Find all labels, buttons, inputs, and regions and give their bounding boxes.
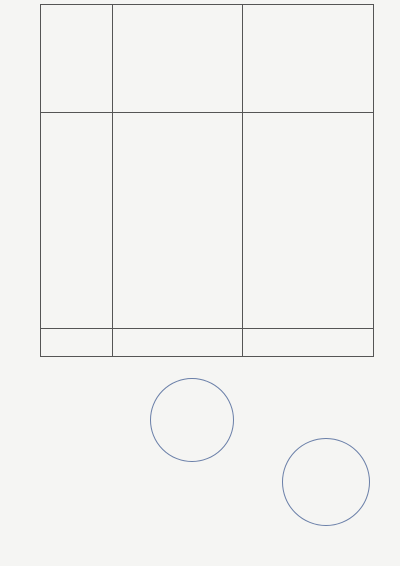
row-text [112,113,243,329]
table-row [41,329,374,357]
row-text [243,5,374,113]
row-label [41,5,113,113]
row-text [243,113,374,329]
table-row [41,5,374,113]
row-text [112,5,243,113]
specification-table [40,4,374,357]
official-stamp [282,438,370,526]
row-text [243,329,374,357]
row-label [41,329,113,357]
table-row [41,113,374,329]
company-stamp [150,378,234,462]
row-text [112,329,243,357]
row-label [41,113,113,329]
